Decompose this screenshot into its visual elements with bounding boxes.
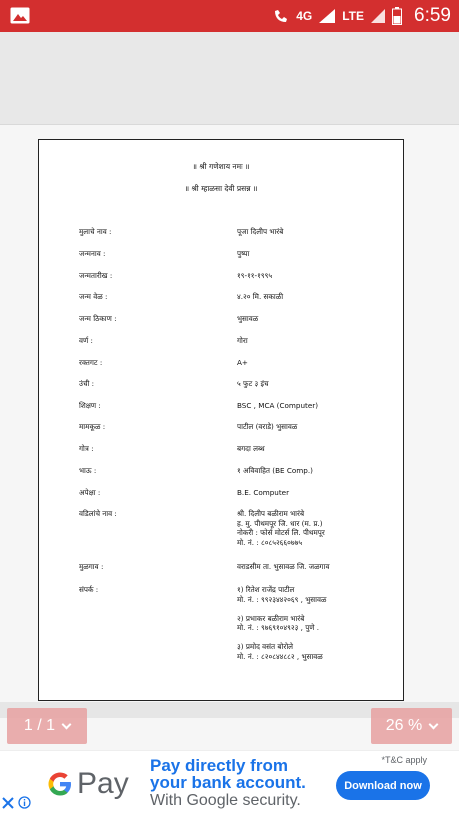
battery-icon <box>392 7 402 25</box>
field-label: वर्ण : <box>79 336 93 345</box>
document-page <box>38 139 404 701</box>
field-label: अपेक्षा : <box>79 488 101 497</box>
ad-headline-line2: your bank account. <box>150 773 306 792</box>
ad-banner[interactable] <box>0 750 459 816</box>
clock: 6:59 <box>414 5 451 26</box>
zoom-level-label: 26 % <box>385 717 423 734</box>
field-label: रक्तगट : <box>79 358 103 367</box>
field-value: ५ फुट ३ इंच <box>237 379 269 388</box>
field-label: संपर्क : <box>79 585 99 594</box>
field-value: १ अविवाहित (BE Comp.) <box>237 466 313 475</box>
network-4g-label: 4G <box>296 9 313 23</box>
status-bar <box>0 0 459 32</box>
field-value: पाटील (वराडे) भुसावळ <box>237 422 298 431</box>
gpay-wordmark: Pay <box>77 767 129 800</box>
ad-subline: With Google security. <box>150 792 301 809</box>
google-g-icon <box>46 770 74 798</box>
field-value: भुसावळ <box>237 314 259 323</box>
field-value: ४.२० मि. सकाळी <box>237 292 284 301</box>
ad-headline-line1: Pay directly from <box>150 756 288 775</box>
field-label: शिक्षण : <box>79 401 101 410</box>
chevron-down-icon <box>429 719 439 729</box>
ad-headline <box>150 757 306 791</box>
gpay-logo <box>46 767 129 801</box>
ad-terms: *T&C apply <box>381 755 427 765</box>
field-label: जन्मनाव : <box>79 249 106 258</box>
field-value: A+ <box>237 358 248 367</box>
document-viewer[interactable] <box>0 125 459 755</box>
field-label: जन्म ठिकाण : <box>79 314 117 323</box>
field-value: श्री. दिलीप बळीराम भारंबे ह. मु. पीथमपूर जि. धार (म. प्र.) नोकरी : फोर्स मोटर्स लि. पीथमपूर मो. नं. : ८०८५२६६०७७५ <box>237 509 325 547</box>
field-label: मुळगाव : <box>79 562 104 571</box>
document-header-1: ॥ श्री गणेशाय नमः ॥ <box>192 162 250 171</box>
ad-info-icon[interactable] <box>18 796 31 809</box>
field-label: भाऊ : <box>79 466 97 475</box>
field-value: बगदा लब्ध <box>237 444 265 453</box>
page-indicator-button[interactable] <box>7 708 87 744</box>
zoom-level-button[interactable] <box>371 708 452 744</box>
image-notification-icon <box>10 7 30 24</box>
field-label: गोत्र : <box>79 444 94 453</box>
field-label: जन्म वेळ : <box>79 292 108 301</box>
field-value: पुष्पा <box>237 249 250 258</box>
toolbar-area <box>0 32 459 125</box>
field-value: BSC , MCA (Computer) <box>237 401 318 410</box>
ad-controls <box>2 796 31 809</box>
field-value: B.E. Computer <box>237 488 290 497</box>
wifi-call-icon <box>272 7 290 25</box>
field-label: मुलाचे नाव : <box>79 227 112 236</box>
close-icon[interactable] <box>2 797 14 809</box>
field-label: जन्मतारीख : <box>79 271 113 280</box>
page-indicator-label: 1 / 1 <box>23 717 56 734</box>
field-value: १९-११-१९९५ <box>237 271 273 280</box>
field-value: वराडसीम ता. भुसावळ जि. जळगाव <box>237 562 330 571</box>
network-lte-label: LTE <box>342 9 365 23</box>
signal-icon <box>318 8 336 24</box>
field-value: पूजा दिलीप भारंबे <box>237 227 284 236</box>
download-now-button[interactable]: Download now <box>336 771 430 800</box>
field-label: मामकूळ : <box>79 422 106 431</box>
field-value: गोरा <box>237 336 248 345</box>
signal-icon-2 <box>370 8 386 24</box>
document-header-2: ॥ श्री म्हाळसा देवी प्रसन्न ॥ <box>184 184 258 193</box>
field-value: १) रितेश राजेंद्र पाटील मो. नं. : ९९२३४४२०६९ , भुसावळ २) प्रभाकर बळीराम भारंबे मो. नं. : ९७६९१०४९२३ , पुणे . ३) प्रमोद वसंत बोरोले मो. नं. : ८२०८४४८८२ , भुसावळ <box>237 585 327 661</box>
field-label: उंची : <box>79 379 95 388</box>
field-label: वडिलांचे नाव : <box>79 509 117 518</box>
chevron-down-icon <box>62 719 72 729</box>
